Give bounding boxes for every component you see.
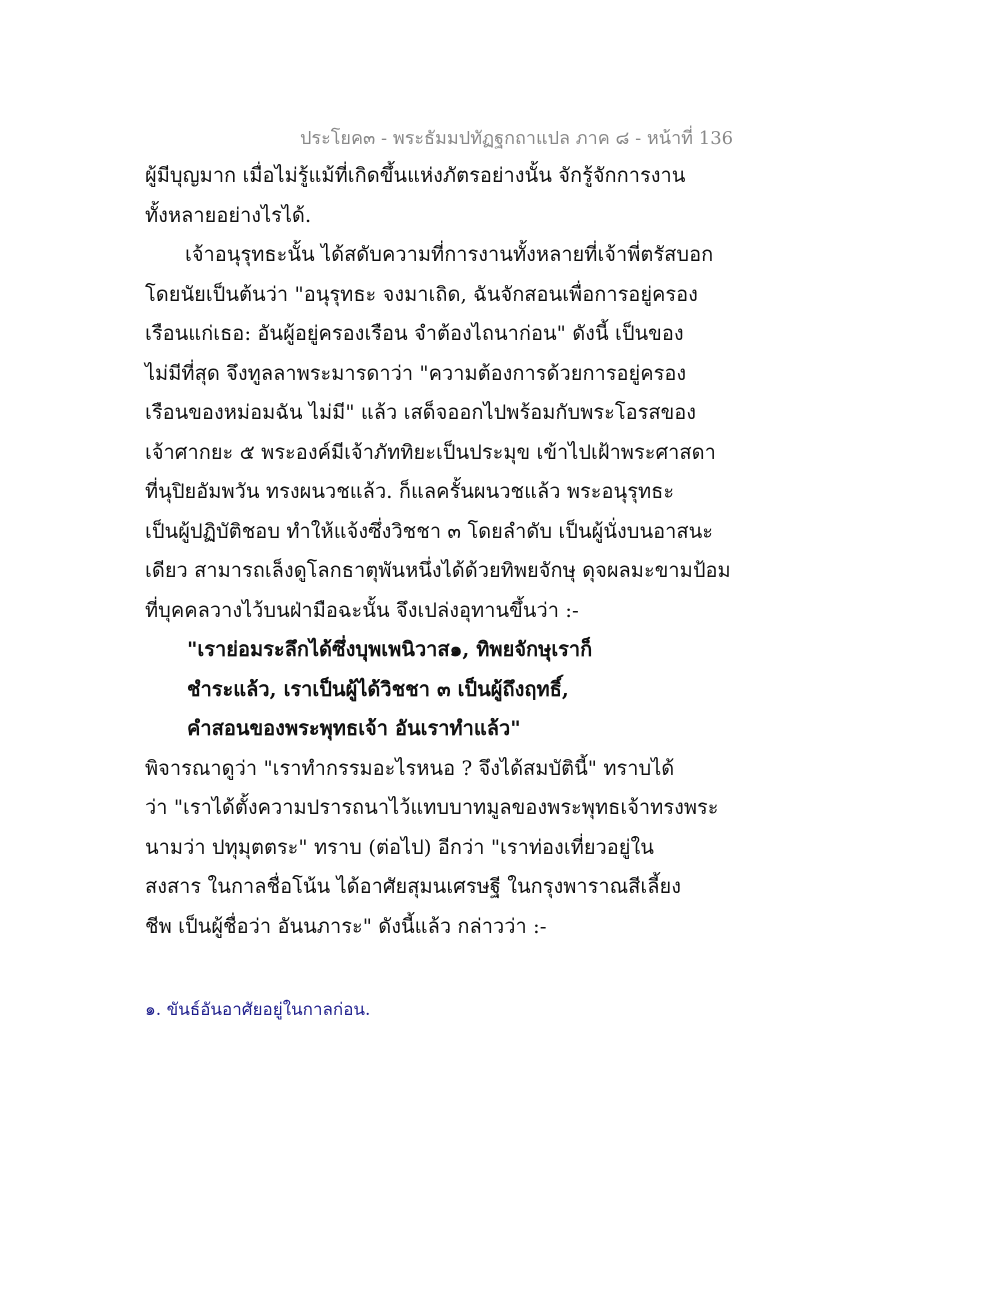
verse-line: คำสอนของพระพุทธเจ้า อันเราทำแล้ว" [187, 716, 521, 740]
body-line: ที่นุปิยอัมพวัน ทรงผนวชแล้ว. ก็แลครั้นผนวชแล้ว พระอนุรุทธะ [145, 479, 675, 503]
body-line: พิจารณาดูว่า "เราทำกรรมอะไรหนอ ? จึงได้สมบัตินี้" ทราบได้ [145, 755, 675, 780]
footnote: ๑. ขันธ์อันอาศัยอยู่ในกาลก่อน. [145, 1000, 371, 1020]
body-line: เรือนของหม่อมฉัน ไม่มี" แล้ว เสด็จออกไปพร้อมกับพระโอรสของ [145, 400, 697, 424]
body-line: โดยนัยเป็นต้นว่า "อนุรุทธะ จงมาเถิด, ฉันจักสอนเพื่อการอยู่ครอง [145, 281, 698, 306]
body-line: นามว่า ปทุมุตตระ" ทราบ (ต่อไป) อีกว่า "เราท่องเที่ยวอยู่ใน [145, 834, 654, 859]
body-line: เดียว สามารถเล็งดูโลกธาตุพันหนึ่งได้ด้วยทิพยจักษุ ดุจผลมะขามป้อม [145, 558, 731, 582]
body-line: เจ้าศากยะ ๕ พระองค์มีเจ้าภัททิยะเป็นประมุข เข้าไปเฝ้าพระศาสดา [145, 439, 716, 464]
body-line: ทั้งหลายอย่างไรได้. [145, 202, 312, 227]
page-body [145, 156, 731, 946]
body-line: ผู้มีบุญมาก เมื่อไม่รู้แม้ที่เกิดขึ้นแห่งภัตรอย่างนั้น จักรู้จักการงาน [145, 163, 686, 187]
body-line: ชีพ เป็นผู้ชื่อว่า อันนภาระ" ดังนี้แล้ว กล่าวว่า :- [145, 913, 547, 938]
body-line: เรือนแก่เธอ: อันผู้อยู่ครองเรือน จำต้องไถนาก่อน" ดังนี้ เป็นของ [145, 321, 684, 345]
verse-line: "เราย่อมระลึกได้ซึ่งบุพเพนิวาส๑, ทิพยจักษุเราก็ [187, 637, 593, 661]
body-line: เป็นผู้ปฏิบัติชอบ ทำให้แจ้งซึ่งวิชชา ๓ โดยลำดับ เป็นผู้นั่งบนอาสนะ [145, 518, 714, 543]
verse-line: ชำระแล้ว, เราเป็นผู้ได้วิชชา ๓ เป็นผู้ถึงฤทธิ์, [187, 676, 569, 701]
body-line: เจ้าอนุรุทธะนั้น ได้สดับความที่การงานทั้งหลายที่เจ้าพี่ตรัสบอก [185, 242, 714, 266]
body-line: ที่บุคคลวางไว้บนฝ่ามือฉะนั้น จึงเปล่งอุทานขึ้นว่า :- [145, 597, 579, 622]
body-line: ว่า "เราได้ตั้งความปรารถนาไว้แทบบาทมูลของพระพุทธเจ้าทรงพระ [145, 795, 719, 819]
body-line: สงสาร ในกาลชื่อโน้น ได้อาศัยสุมนเศรษฐี ในกรุงพาราณสีเลี้ยง [145, 874, 681, 898]
body-line: ไม่มีที่สุด จึงทูลลาพระมารดาว่า "ความต้องการด้วยการอยู่ครอง [145, 360, 687, 385]
page-header: ประโยค๓ - พระธัมมปทัฏฐกถาแปล ภาค ๘ - หน้าที่ 136 [300, 128, 734, 149]
